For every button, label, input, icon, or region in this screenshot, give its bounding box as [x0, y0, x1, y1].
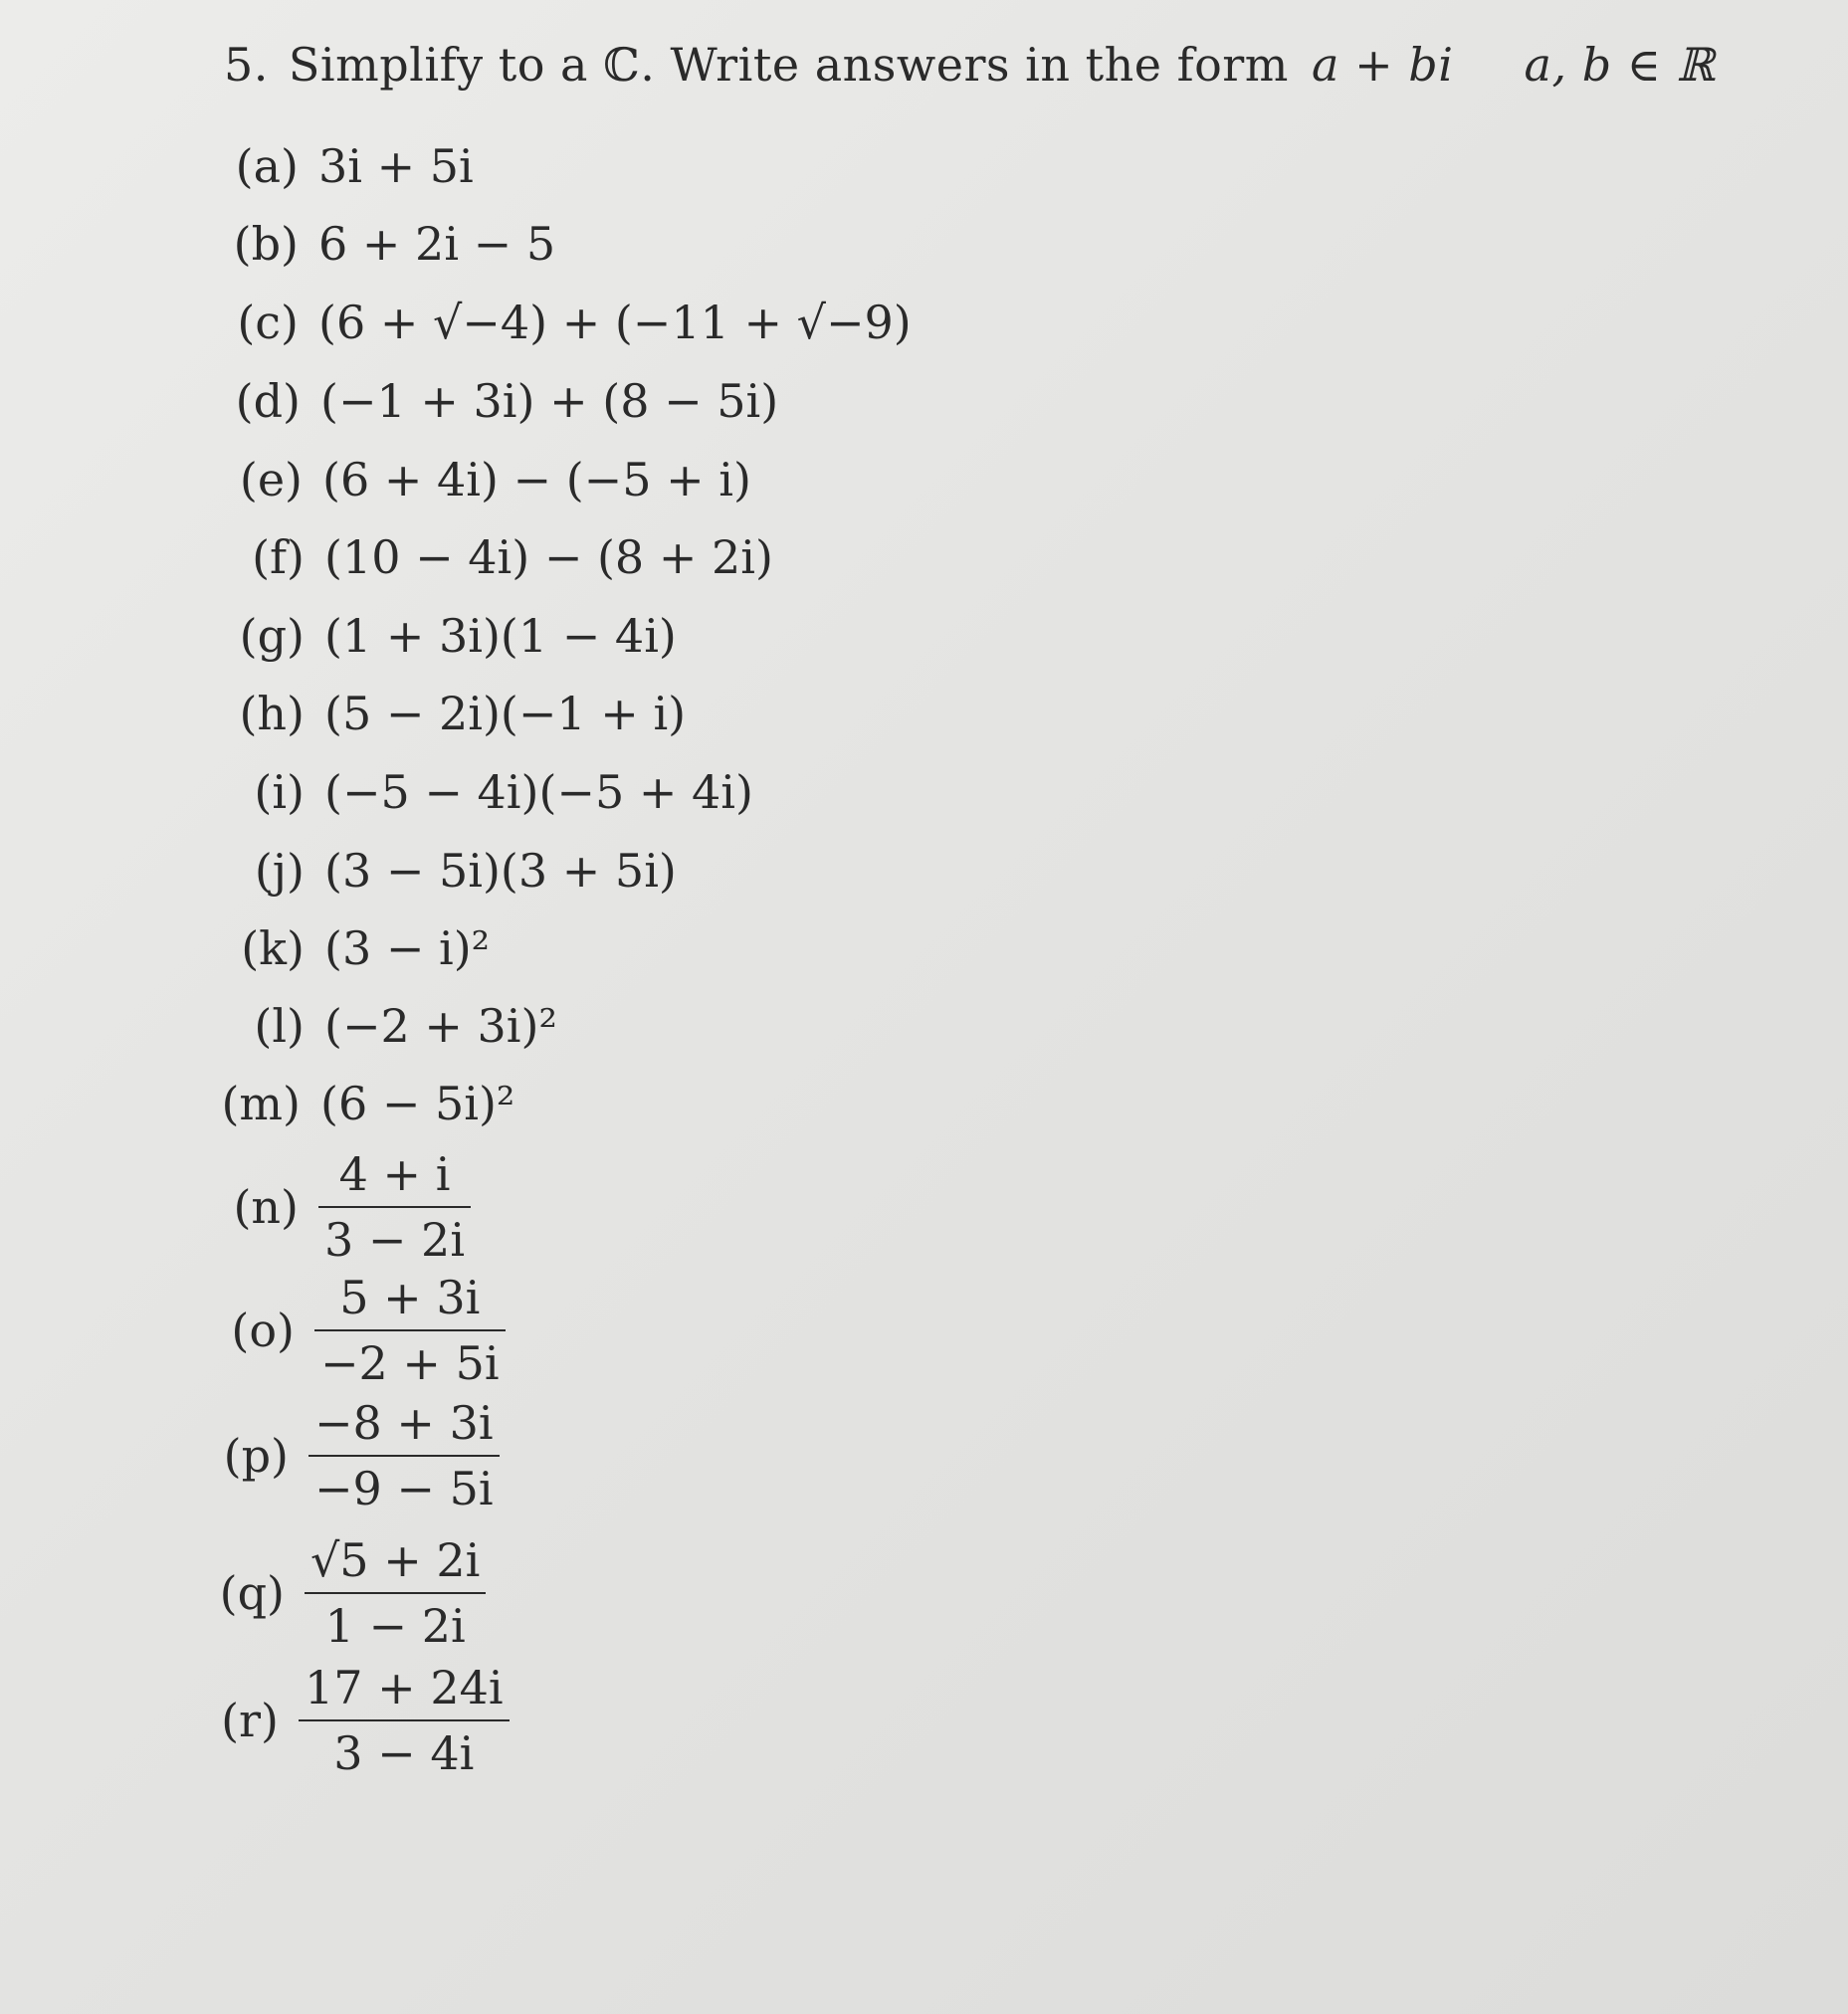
problem-instructions: Simplify to a ℂ. Write answers in the form [288, 38, 1289, 92]
fraction-denominator: −2 + 5i [320, 1336, 500, 1390]
item-expression: 6 + 2i − 5 [318, 217, 556, 271]
problem-item-o [205, 1268, 506, 1393]
problem-item-q [195, 1530, 486, 1656]
fraction-numerator: −8 + 3i [314, 1396, 494, 1450]
item-expression: (6 + 4i) − (−5 + i) [322, 453, 751, 506]
fraction-denominator: 3 − 4i [333, 1726, 475, 1780]
item-label: (q) [219, 1566, 285, 1620]
item-expression: (6 + √−4) + (−11 + √−9) [318, 296, 912, 349]
fraction-numerator: 17 + 24i [305, 1661, 504, 1714]
item-label: (c) [237, 296, 299, 349]
real-set-condition: a, b ∈ ℝ [1524, 38, 1716, 92]
item-label: (n) [233, 1180, 299, 1234]
fraction [314, 1268, 506, 1393]
fraction-bar [299, 1719, 510, 1721]
item-expression: (−2 + 3i)² [324, 999, 557, 1053]
item-expression: (3 − 5i)(3 + 5i) [324, 844, 677, 898]
item-expression: (6 − 5i)² [320, 1077, 515, 1130]
item-label: (j) [254, 844, 305, 898]
problem-item-n [209, 1144, 471, 1270]
fraction-denominator: 1 − 2i [324, 1599, 466, 1653]
problem-item-d [211, 374, 778, 428]
item-expression: 3i + 5i [318, 139, 474, 193]
item-expression: (3 − i)² [324, 921, 491, 975]
item-label: (h) [239, 687, 305, 740]
fraction-bar [308, 1455, 500, 1457]
fraction-bar [305, 1592, 486, 1594]
item-label: (r) [221, 1694, 279, 1747]
item-label: (o) [231, 1304, 295, 1357]
item-expression: (10 − 4i) − (8 + 2i) [324, 530, 773, 584]
problem-item-r [189, 1658, 510, 1783]
problem-number: 5. [224, 38, 269, 92]
fraction [308, 1393, 500, 1518]
problem-item-k [215, 921, 490, 975]
problem-item-g [215, 609, 677, 663]
item-label: (p) [223, 1429, 289, 1483]
problem-item-h [215, 687, 686, 740]
item-label: (f) [252, 530, 305, 584]
fraction-bar [318, 1206, 471, 1208]
problem-item-m [211, 1077, 514, 1130]
item-expression: (5 − 2i)(−1 + i) [324, 687, 687, 740]
item-expression: (1 + 3i)(1 − 4i) [324, 609, 677, 663]
fraction-denominator: −9 − 5i [314, 1462, 494, 1515]
answer-form: a + bi [1312, 38, 1454, 92]
item-label: (i) [254, 765, 305, 819]
problem-item-j [215, 844, 677, 898]
item-expression: (−1 + 3i) + (8 − 5i) [320, 374, 779, 428]
problem-item-c [209, 296, 912, 349]
fraction-numerator: 4 + i [338, 1147, 451, 1201]
item-label: (e) [239, 453, 303, 506]
problem-item-i [215, 765, 753, 819]
problem-header [224, 38, 1715, 92]
problem-item-p [199, 1393, 500, 1518]
fraction-numerator: 5 + 3i [339, 1271, 481, 1324]
problem-item-e [213, 453, 751, 506]
item-label: (k) [241, 921, 305, 975]
fraction [299, 1658, 510, 1783]
item-label: (m) [221, 1077, 301, 1130]
fraction [318, 1144, 471, 1270]
problem-item-f [215, 530, 773, 584]
item-expression: (−5 − 4i)(−5 + 4i) [324, 765, 753, 819]
problem-item-l [215, 999, 557, 1053]
fraction-numerator: √5 + 2i [310, 1533, 481, 1587]
item-label: (b) [233, 217, 299, 271]
problem-item-b [209, 217, 555, 271]
item-label: (a) [235, 139, 299, 193]
fraction-denominator: 3 − 2i [324, 1213, 466, 1267]
problem-item-a [209, 139, 474, 193]
item-label: (d) [235, 374, 301, 428]
item-label: (l) [254, 999, 305, 1053]
fraction-bar [314, 1329, 506, 1331]
fraction [305, 1530, 486, 1656]
item-label: (g) [239, 609, 305, 663]
